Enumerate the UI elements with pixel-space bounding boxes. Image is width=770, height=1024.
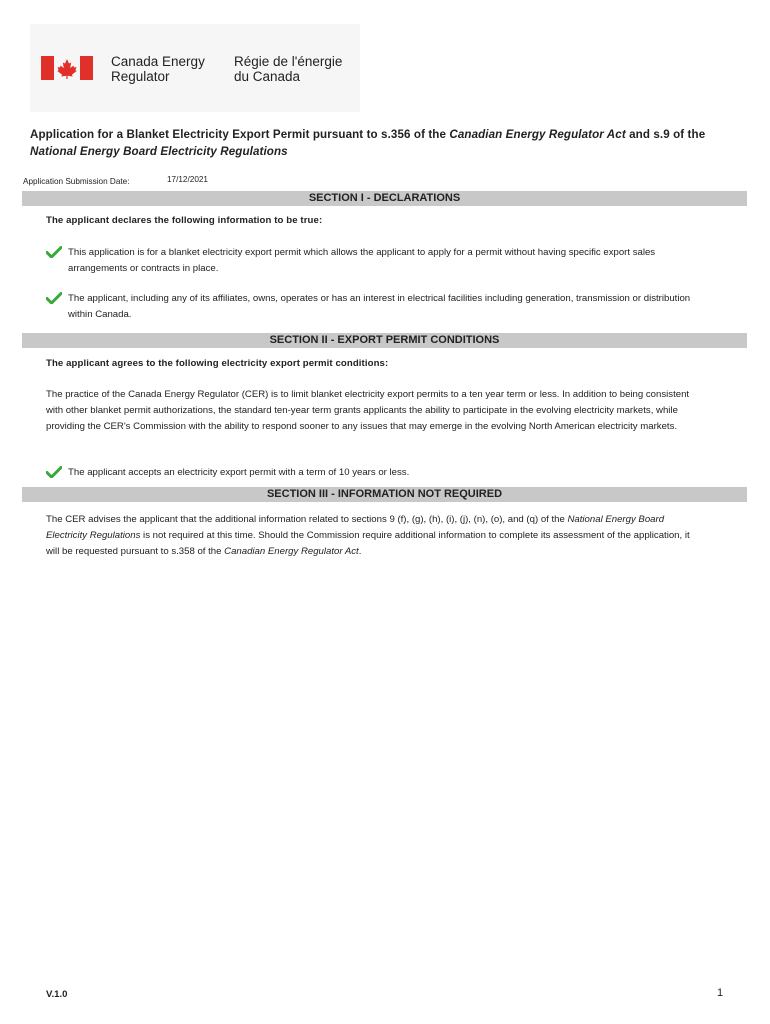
section-3-text1: The CER advises the applicant that the additional information related to sections 9 (f), (g), (h), (i), (j), (n), (o), and (q) of the xyxy=(46,514,568,525)
declaration-text: The applicant, including any of its affiliates, owns, operates or has an interest in electrical facilities including generation, transmission or distribution within Canada. xyxy=(68,293,691,320)
section-2-paragraph: The practice of the Canada Energy Regulator (CER) is to limit blanket electricity export permits to a ten year term or less. In addition to being consistent with other blanket permit authorizations, the standard ten-year term grants applicants the ability to participate in the evolving electricity markets, while providing the CER's Commission with the ability to respond sooner to any issues that may emerge in the evolving North American electricity markets. xyxy=(46,389,690,432)
title-italic-regulations: National Energy Board Electricity Regulations xyxy=(30,145,288,158)
declaration-item xyxy=(46,245,696,277)
checkmark-icon xyxy=(46,292,62,304)
section-1-heading: SECTION I - DECLARATIONS xyxy=(22,191,747,206)
section-3-paragraph xyxy=(46,512,696,560)
submission-date-value[interactable]: 17/12/2021 xyxy=(167,175,208,184)
section-3-text3: . xyxy=(358,546,362,557)
section-3-heading: SECTION III - INFORMATION NOT REQUIRED xyxy=(22,487,747,502)
logo-fr-line2: du Canada xyxy=(234,69,301,84)
section-2-heading: SECTION II - EXPORT PERMIT CONDITIONS xyxy=(22,333,747,348)
logo-en-line2: Regulator xyxy=(111,69,170,84)
title-part1: Application for a Blanket Electricity Export Permit pursuant to s.356 of the xyxy=(30,128,450,141)
title-part2: and s.9 of the xyxy=(625,128,706,141)
page-number: 1 xyxy=(717,987,724,999)
section-3-italic-act: Canadian Energy Regulator Act xyxy=(224,546,359,557)
section-3-text2: is not required at this time. Should the Commission require additional information to complete its assessment of the application, it will be requested pursuant to s.358 of the xyxy=(46,530,690,557)
logo-text-french xyxy=(234,54,342,84)
checkmark-icon xyxy=(46,466,62,478)
version-label: V.1.0 xyxy=(46,989,68,1000)
logo-fr-line1: Régie de l'énergie xyxy=(234,54,343,69)
checkmark-icon xyxy=(46,246,62,258)
condition-item xyxy=(46,465,696,481)
logo-text-english xyxy=(111,54,205,84)
title-italic-act: Canadian Energy Regulator Act xyxy=(449,128,626,141)
logo-en-line1: Canada Energy xyxy=(111,54,205,69)
section-2-intro: The applicant agrees to the following electricity export permit conditions: xyxy=(46,358,389,369)
section-1-intro: The applicant declares the following information to be true: xyxy=(46,215,323,226)
cer-logo xyxy=(30,24,360,112)
section-3-italic-regulations: National Energy Board Electricity Regulations xyxy=(46,514,665,541)
document-title xyxy=(30,126,710,160)
declaration-item xyxy=(46,291,696,323)
canada-flag-icon xyxy=(41,56,93,80)
declaration-text: This application is for a blanket electricity export permit which allows the applicant to apply for a permit without having specific export sales arrangements or contracts in place. xyxy=(68,247,656,274)
submission-date-label: Application Submission Date: xyxy=(23,177,130,186)
condition-text: The applicant accepts an electricity export permit with a term of 10 years or less. xyxy=(68,467,410,478)
